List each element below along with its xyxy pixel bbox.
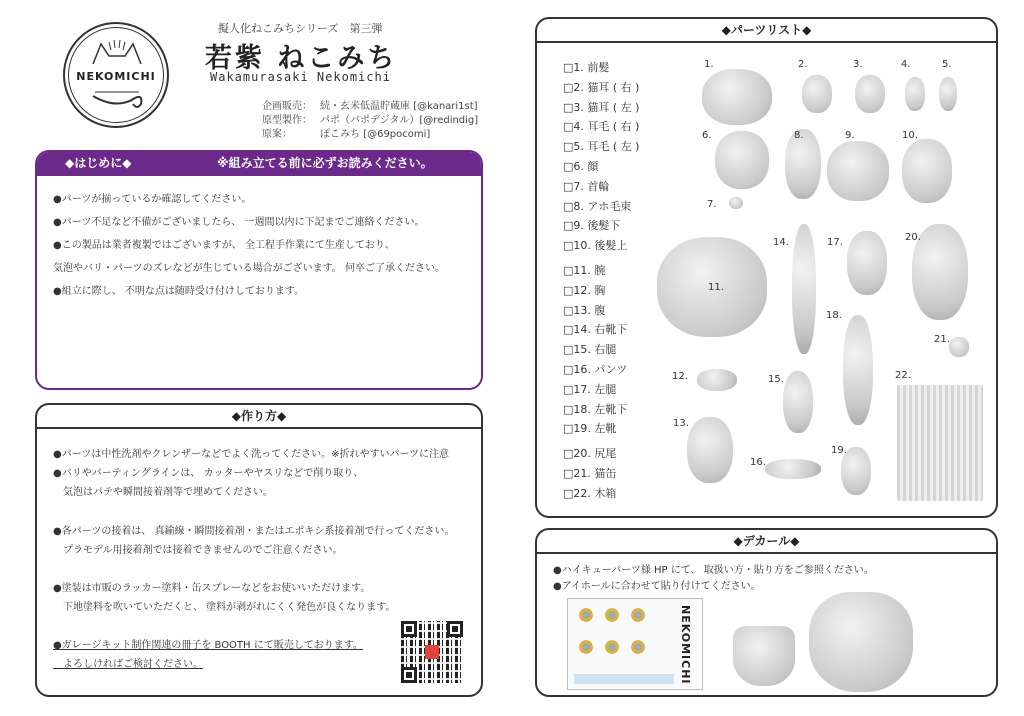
part-image (827, 141, 889, 201)
part-checkbox-item[interactable]: □14. 右靴下 (563, 323, 628, 337)
part-number-label: 17. (827, 237, 843, 248)
series-label: 擬人化ねこみちシリーズ 第三弾 (218, 22, 383, 35)
part-number-label: 13. (673, 418, 689, 429)
part-checkbox-item[interactable]: □4. 耳毛 ( 右 ) (563, 120, 640, 134)
part-image (729, 197, 743, 209)
product-title: 若紫 ねこみち (205, 43, 398, 74)
part-image (783, 371, 813, 433)
part-number-label: 5. (942, 59, 952, 70)
part-checkbox-item[interactable]: □2. 猫耳 ( 右 ) (563, 80, 640, 94)
intro-title: ◆はじめに◆ (65, 156, 132, 170)
part-checkbox-item[interactable]: □20. 尻尾 (563, 447, 617, 461)
part-image (802, 75, 832, 113)
part-image (939, 77, 957, 111)
intro-line: ●パーツ不足など不備がございましたら、 一週間以内に下記までご連絡ください。 (53, 217, 425, 228)
intro-line: ●この製品は業者複製ではございますが、 全工程手作業にて生産しており、 (53, 240, 395, 251)
decal-line: ●アイホールに合わせて貼り付けてください。 (553, 581, 761, 592)
credit-row (262, 111, 478, 126)
part-image (847, 231, 887, 295)
logo-text: NEKOMICHI (76, 70, 156, 83)
howto-line: ●バリやパーティングラインは、 カッターやヤスリなどで削り取り、 (53, 468, 364, 479)
parts-list-panel (535, 17, 998, 518)
part-image (715, 131, 769, 189)
cat-tail-icon (89, 90, 145, 114)
part-image (697, 369, 737, 391)
part-number-label: 21. (934, 334, 950, 345)
decal-line: ●ハイキューパーツ様 HP にて、 取扱い方・貼り方をご参照ください。 (553, 565, 874, 576)
part-checkbox-item[interactable]: □3. 猫耳 ( 左 ) (563, 100, 640, 114)
part-number-label: 9. (845, 130, 855, 141)
part-image (765, 459, 821, 479)
part-image (702, 69, 772, 125)
credit-key: 原案： (262, 129, 292, 140)
part-number-label: 3. (853, 59, 863, 70)
parts-title: ◆パーツリスト◆ (537, 19, 996, 43)
intro-line: ●組立に際し、 不明な点は随時受け付けしております。 (53, 286, 305, 297)
credit-value: 続・玄米低温貯蔵庫 [@kanari1st] (320, 101, 478, 112)
part-number-label: 15. (768, 374, 784, 385)
part-number-label: 6. (702, 130, 712, 141)
part-checkbox-item[interactable]: □15. 右腿 (563, 343, 617, 357)
part-checkbox-item[interactable]: □21. 猫缶 (563, 467, 617, 480)
howto-line: ●各パーツの接着は、 真鍮線・瞬間接着剤・またはエポキシ系接着剤で行ってください。 (53, 526, 455, 537)
part-number-label: 14. (773, 237, 789, 248)
part-number-label: 11. (708, 282, 724, 293)
part-checkbox-item[interactable]: □5. 耳毛 ( 左 ) (563, 140, 640, 154)
howto-panel (35, 403, 483, 697)
part-number-label: 2. (798, 59, 808, 70)
decal-title: ◆デカール◆ (537, 530, 996, 554)
howto-line: ●パーツは中性洗剤やクレンザーなどでよく洗ってください。※折れやすいパーツに注意 (53, 449, 450, 460)
intro-panel (35, 150, 483, 390)
part-checkbox-item[interactable]: □16. パンツ (563, 363, 628, 376)
product-title-romaji: Wakamurasaki Nekomichi (210, 70, 391, 84)
part-image (843, 315, 873, 425)
howto-line: 気泡はパテや瞬間接着剤等で埋めてください。 (53, 487, 273, 498)
part-image (949, 337, 969, 357)
intro-note: ※組み立てる前に必ずお読みください。 (217, 156, 433, 170)
nekomichi-logo (63, 22, 169, 128)
howto-line: ●塗装は市販のラッカー塗料・缶スプレーなどをお使いいただけます。 (53, 583, 371, 594)
part-number-label: 18. (826, 310, 842, 321)
part-checkbox-item[interactable]: □8. アホ毛束 (563, 199, 632, 213)
part-image (687, 417, 733, 483)
head-image (809, 592, 913, 692)
part-number-label: 1. (704, 59, 714, 70)
part-checkbox-item[interactable]: □22. 木箱 (563, 486, 617, 500)
part-checkbox-item[interactable]: □18. 左靴下 (563, 402, 628, 416)
part-number-label: 4. (901, 59, 911, 70)
part-checkbox-item[interactable]: □11. 腕 (563, 264, 606, 277)
part-checkbox-item[interactable]: □13. 腹 (563, 303, 606, 317)
part-image (902, 139, 952, 203)
part-number-label: 22. (895, 370, 911, 381)
decal-panel (535, 528, 998, 697)
part-image (855, 75, 885, 113)
part-checkbox-item[interactable]: □17. 左腿 (563, 382, 617, 396)
intro-header (37, 152, 481, 176)
part-number-label: 10. (902, 130, 918, 141)
credit-row (262, 125, 430, 140)
part-checkbox-item[interactable]: □7. 首輪 (563, 179, 610, 193)
credit-key: 原型製作： (262, 115, 312, 126)
credit-value: パポ（パポデジタル）[@redindig] (320, 115, 479, 126)
booth-link[interactable]: ●ガレージキット制作関連の冊子を BOOTH にて販売しております。 (53, 640, 363, 651)
part-number-label: 20. (905, 232, 921, 243)
credit-value: ぽこみち [@69pocomi] (320, 129, 431, 140)
howto-line: 下地塗料を吹いていただくと、 塗料が剥がれにくく発色が良くなります。 (53, 602, 396, 613)
part-number-label: 8. (794, 130, 804, 141)
part-checkbox-item[interactable]: □6. 顔 (563, 160, 599, 173)
howto-title: ◆作り方◆ (37, 405, 481, 429)
part-image (792, 224, 816, 354)
part-number-label: 16. (750, 457, 766, 468)
decal-sheet-brand: NEKOMICHI (679, 605, 692, 685)
part-image (905, 77, 925, 111)
part-checkbox-item[interactable]: □12. 胸 (563, 283, 606, 297)
intro-line: 気泡やバリ・パーツのズレなどが生じている場合がございます。 何卒ご了承ください。 (53, 263, 445, 274)
part-checkbox-item[interactable]: □19. 左靴 (563, 422, 617, 436)
cat-ears-icon (91, 38, 143, 64)
part-number-label: 7. (707, 199, 717, 210)
part-checkbox-item[interactable]: □9. 後髪下 (563, 219, 621, 233)
howto-line: プラモデル用接着剤では接着できませんのでご注意ください。 (53, 545, 343, 556)
intro-line: ●パーツが揃っているか確認してください。 (53, 194, 252, 205)
decal-sheet-footer (574, 674, 674, 684)
credit-key: 企画販売： (262, 101, 312, 112)
part-checkbox-item[interactable]: □10. 後髪上 (563, 239, 628, 253)
credit-row (262, 97, 478, 112)
face-image (733, 626, 795, 686)
part-number-label: 19. (831, 445, 847, 456)
part-image (897, 385, 983, 501)
part-number-label: 12. (672, 371, 688, 382)
booth-link[interactable]: よろしければご検討ください。 (53, 659, 203, 670)
part-checkbox-item[interactable]: □1. 前髪 (563, 61, 610, 74)
decal-sheet-image (567, 598, 703, 690)
qr-code[interactable] (401, 621, 463, 683)
